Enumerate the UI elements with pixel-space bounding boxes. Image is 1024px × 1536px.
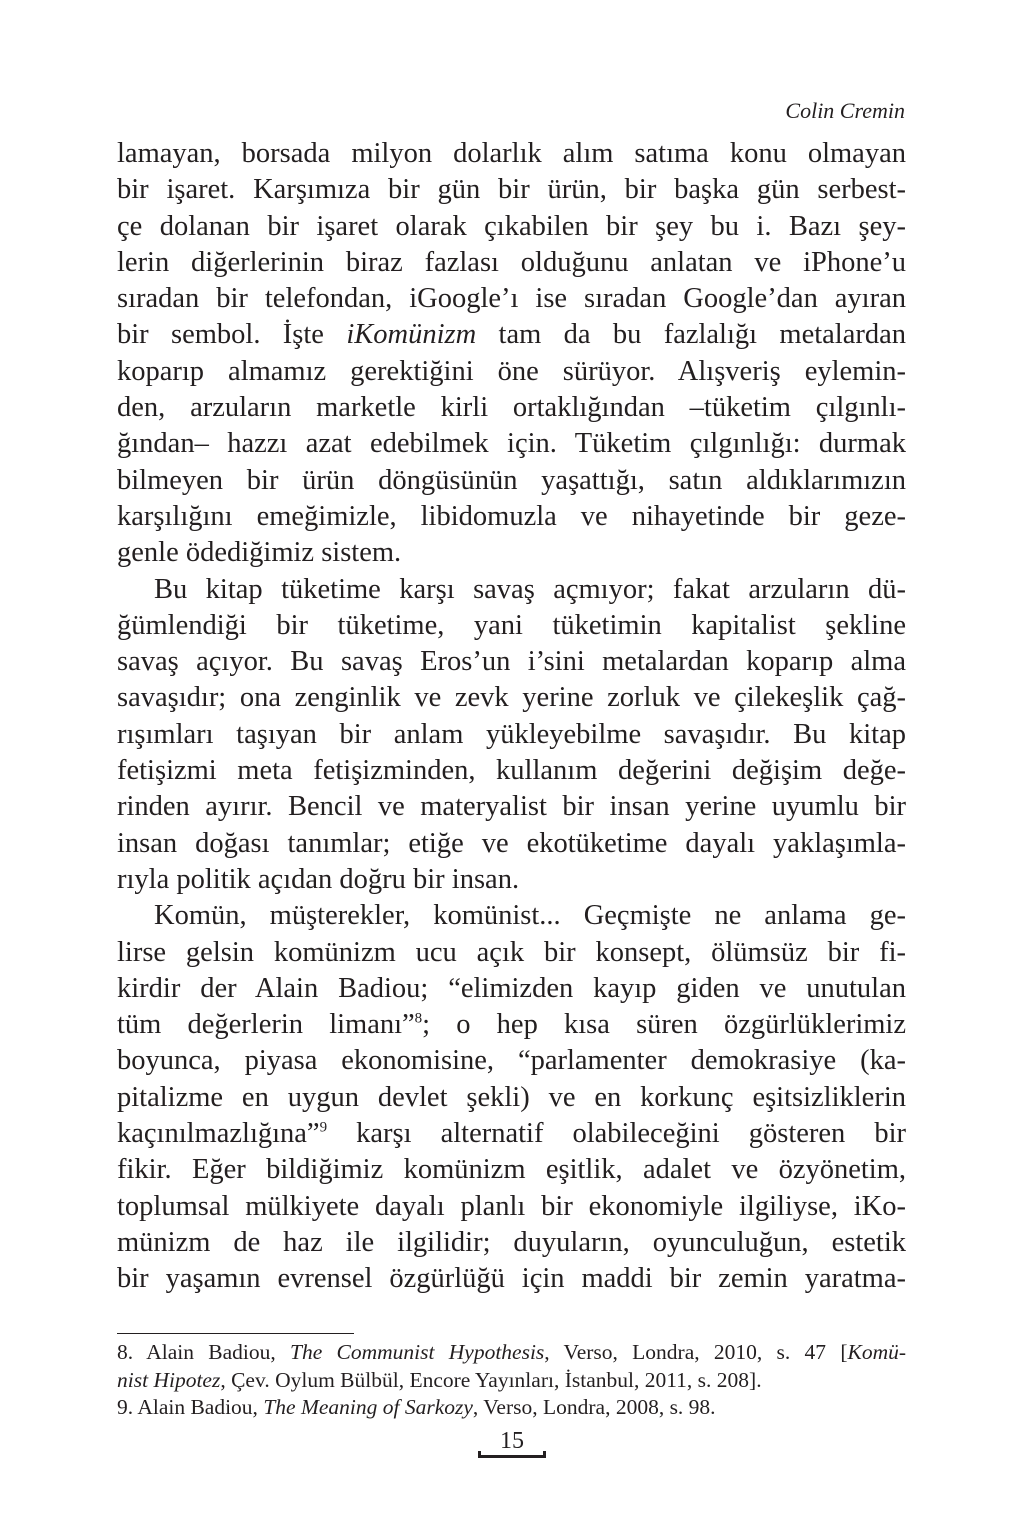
page-number-block xyxy=(478,1428,546,1458)
footnote-line: 9. Alain Badiou, The Meaning of Sarkozy, Verso, Londra, 2008, s. 98. xyxy=(117,1395,716,1419)
text-line: genle ödediğimiz sistem. xyxy=(117,537,402,569)
text-line: bir sembol. İşte iKomünizm tam da bu fazlalığı metalardan xyxy=(117,319,907,351)
text-line: çe dolanan bir işaret olarak çıkabilen bir şey bu i. Bazı şey- xyxy=(117,210,906,242)
text-line: bilmeyen bir ürün döngüsünün yaşattığı, satın aldıklarımızın xyxy=(117,464,906,496)
page-number: 15 xyxy=(500,1428,524,1454)
text-line: ğından– hazzı azat edebilmek için. Tüketim çılgınlığı: durmak xyxy=(117,428,906,460)
text-line: fetişizmi meta fetişizminden, kullanım değerini değişim değe- xyxy=(117,755,906,787)
text-line: karşılığını emeğimizle, libidomuzla ve nihayetinde bir geze- xyxy=(117,500,906,532)
text-line: kirdir der Alain Badiou; “elimizden kayıp giden ve unutulan xyxy=(117,972,906,1004)
text-line: pitalizme en uygun devlet şekli) ve en korkunç eşitsizliklerin xyxy=(117,1081,906,1113)
text-line: münizm de haz ile ilgilidir; duyuların, oyunculuğun, estetik xyxy=(117,1226,906,1258)
text-line: savaşıdır; ona zenginlik ve zevk yerine zorluk ve çilekeşlik çağ- xyxy=(117,682,906,714)
text-line: lerin diğerlerinin biraz fazlası olduğunu anlatan ve iPhone’u xyxy=(117,246,906,278)
body-text xyxy=(117,136,906,1298)
text-line: boyunca, piyasa ekonomisine, “parlamenter demokrasiye (ka- xyxy=(117,1045,906,1077)
text-line: lamayan, borsada milyon dolarlık alım satıma konu olmayan xyxy=(117,138,906,169)
text-line: lirse gelsin komünizm ucu açık bir konsept, ölümsüz bir fi- xyxy=(117,936,906,968)
footnote-marker: 9 xyxy=(319,1119,328,1136)
text-line: kaçınılmazlığına”$^9$ karşı alternatif olabileceğini gösteren bir xyxy=(117,1118,906,1150)
footnotes xyxy=(117,1339,906,1422)
text-line: insan doğası tanımlar; etiğe ve ekotüketime dayalı yaklaşımla- xyxy=(117,827,906,859)
page-number-tick-right xyxy=(543,1451,546,1458)
text-line: Komün, müşterekler, komünist... Geçmişte ne anlama ge- xyxy=(154,900,906,932)
footnote-line: nist Hipotez, Çev. Oylum Bülbül, Encore Yayınları, İstanbul, 2011, s. 208]. xyxy=(117,1367,762,1392)
page-number-tick-left xyxy=(478,1451,481,1458)
text-line: bir işaret. Karşımıza bir gün bir ürün, bir başka gün serbest- xyxy=(117,174,906,206)
text-line: den, arzuların marketle kirli ortaklığından –tüketim çılgınlı- xyxy=(117,392,906,424)
text-line: fikir. Eğer bildiğimiz komünizm eşitlik, adalet ve özyönetim, xyxy=(117,1154,906,1186)
text-line: toplumsal mülkiyete dayalı planlı bir ekonomiyle ilgiliyse, iKo- xyxy=(117,1190,906,1222)
text-line: rinden ayırır. Bencil ve materyalist bir insan yerine uyumlu bir xyxy=(117,791,906,823)
footnote-marker: 8 xyxy=(414,1010,423,1027)
running-header: Colin Cremin xyxy=(785,98,905,123)
footnote-line: 8. Alain Badiou, The Communist Hypothesis, Verso, Londra, 2010, s. 47 [Komü- xyxy=(117,1340,907,1364)
text-line: rışımları taşıyan bir anlam yükleyebilme savaşıdır. Bu kitap xyxy=(117,718,906,750)
text-line: koparıp almamız gerektiğini öne sürüyor. Alışveriş eylemin- xyxy=(117,355,906,387)
text-line: tüm değerlerin limanı”$^8$; o hep kısa süren özgürlüklerimiz xyxy=(117,1009,906,1041)
footnote-divider xyxy=(117,1333,354,1334)
page-number-underline xyxy=(478,1455,546,1458)
text-line: savaş açıyor. Bu savaş Eros’un i’sini metalardan koparıp alma xyxy=(117,646,906,678)
text-line: Bu kitap tüketime karşı savaş açmıyor; fakat arzuların dü- xyxy=(154,573,906,605)
text-line: sıradan bir telefondan, iGoogle’ı ise sıradan Google’dan ayıran xyxy=(117,283,906,315)
text-line: bir yaşamın evrensel özgürlüğü için maddi bir zemin yaratma- xyxy=(117,1263,906,1295)
text-line: rıyla politik açıdan doğru bir insan. xyxy=(117,863,520,895)
text-line: ğümlendiği bir tüketime, yani tüketimin kapitalist şekline xyxy=(117,609,906,641)
